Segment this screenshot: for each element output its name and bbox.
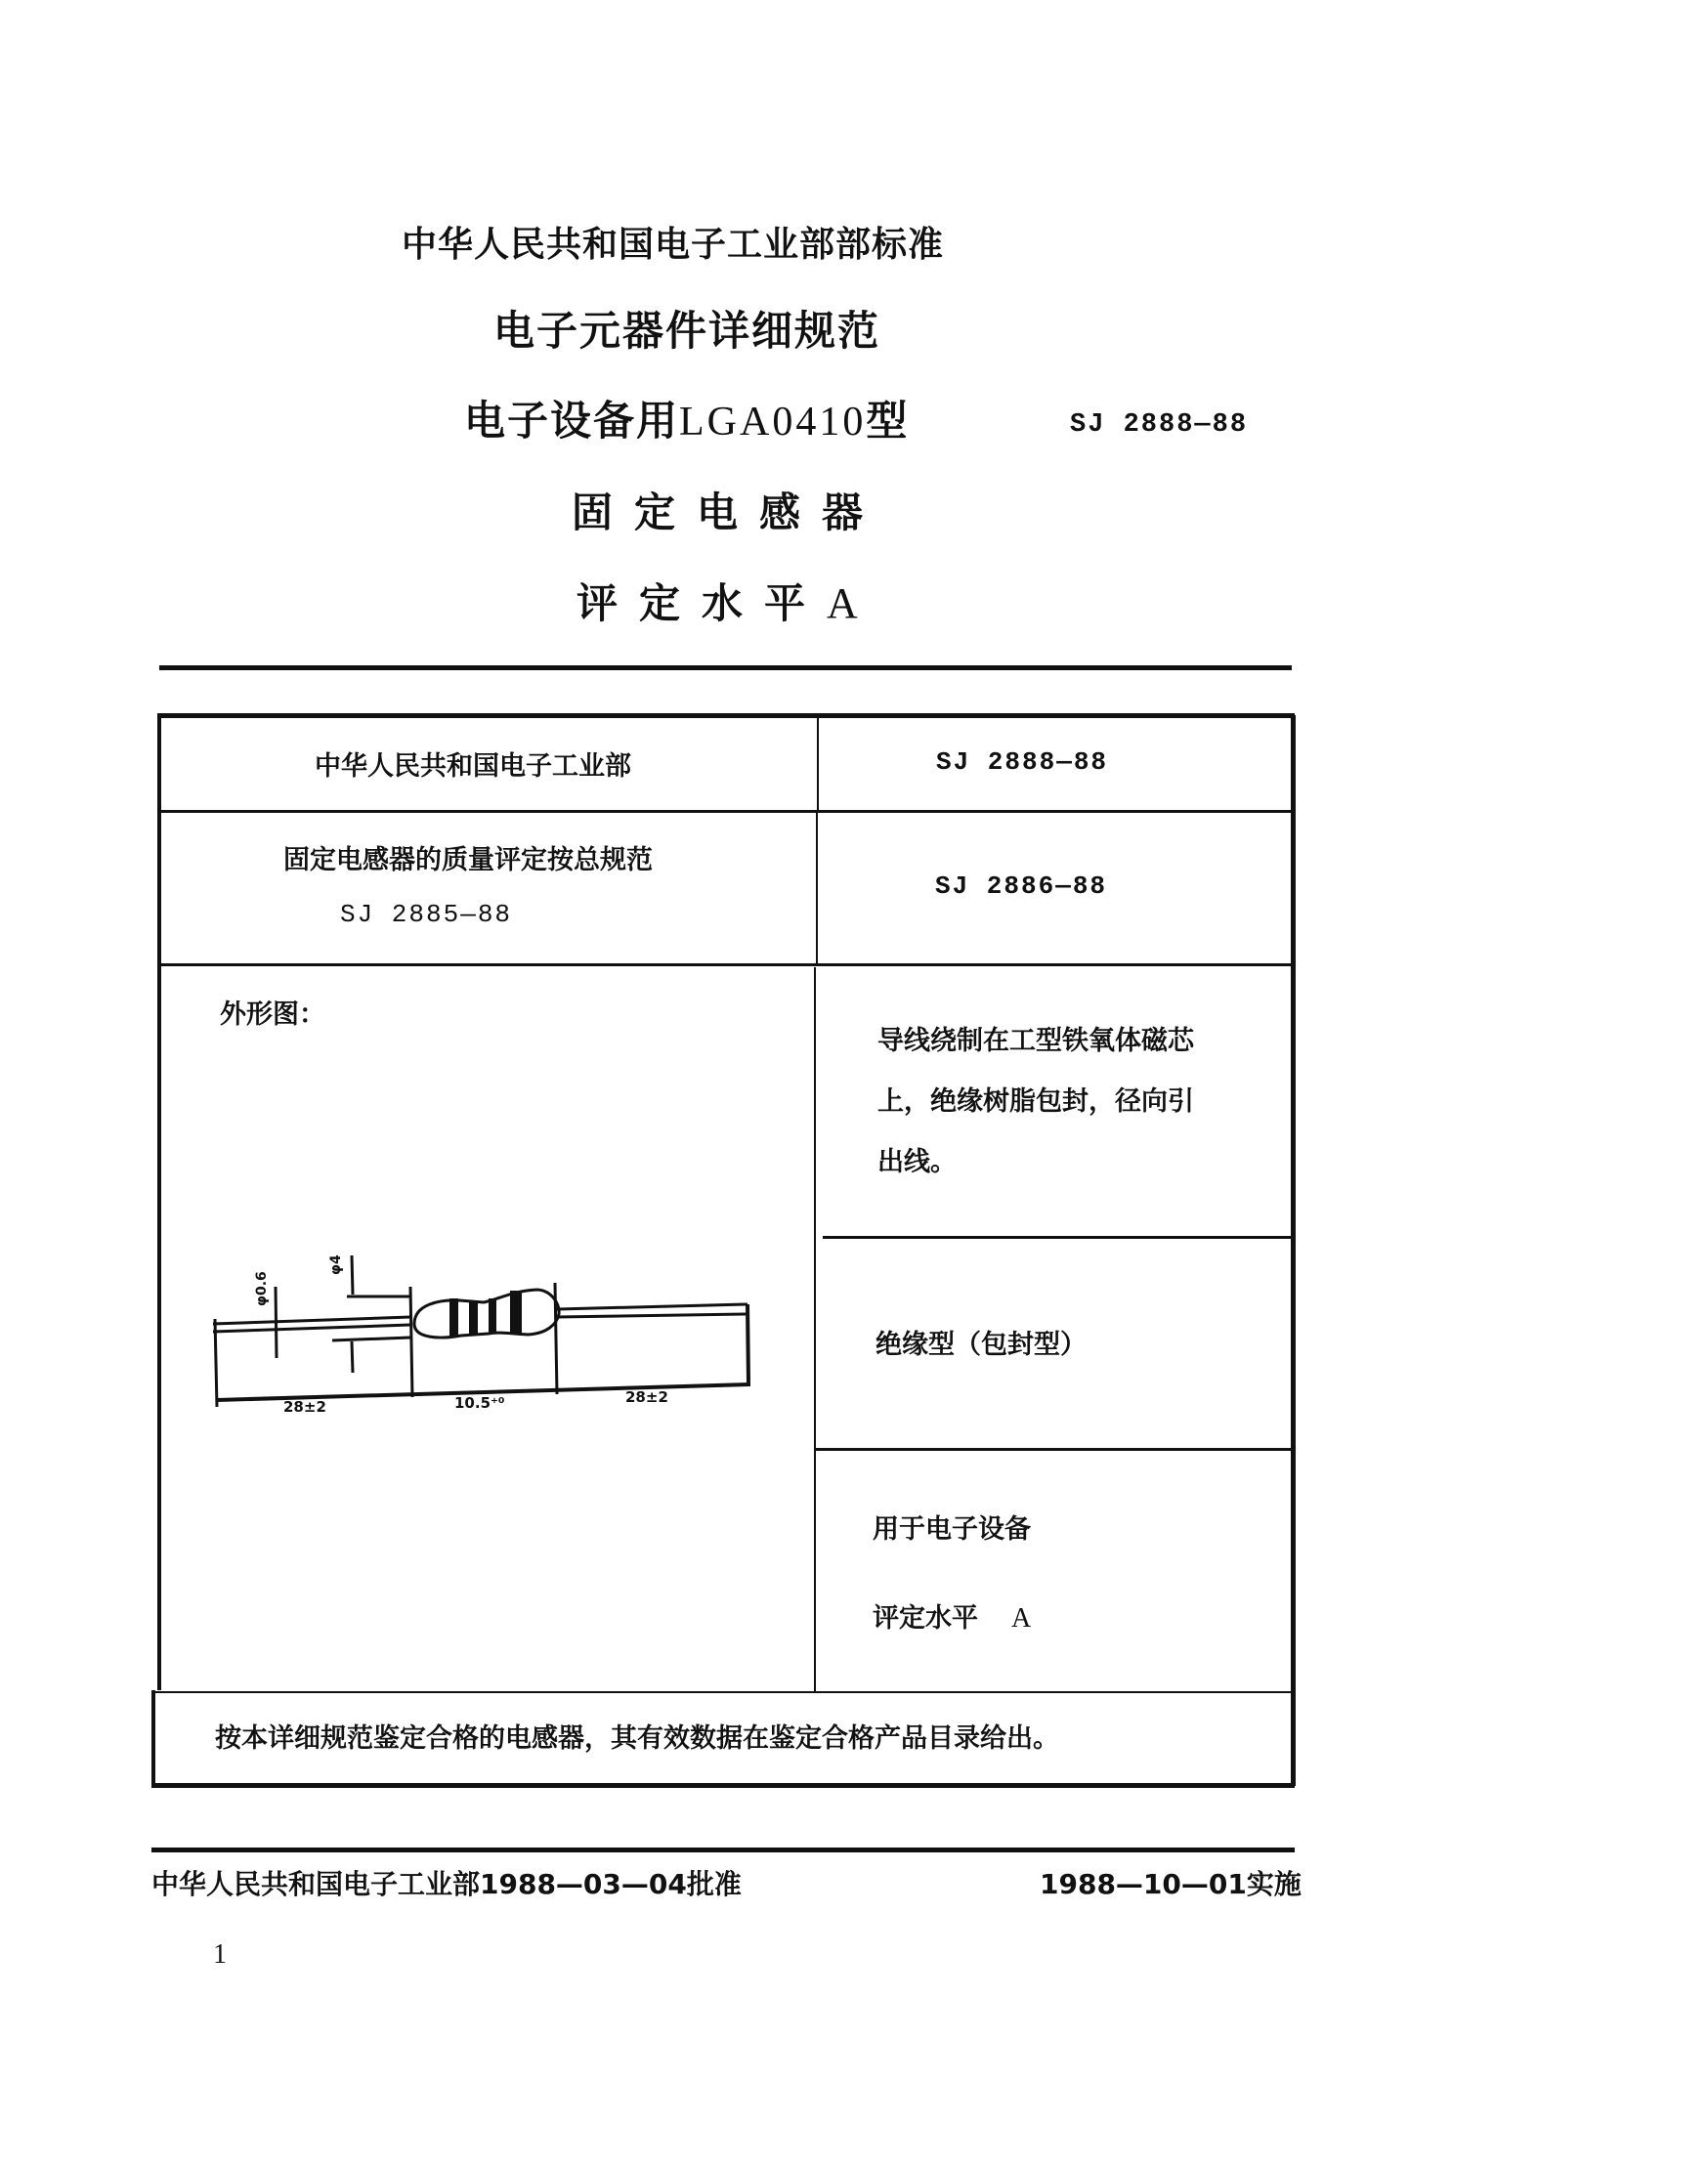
sectional-spec-number: SJ 2886—88 [935,871,1108,901]
inductor-diagram-svg [205,1226,772,1412]
standard-number: SJ 2888—88 [1070,410,1249,440]
generic-spec-number: SJ 2885—88 [340,900,513,929]
assessment-level-statement [873,1596,1031,1635]
product-model: LGA0410 [679,400,867,445]
ministry-name: 中华人民共和国电子工业部 [315,751,631,782]
spec-category-title: 电子元器件详细规范 [493,307,881,355]
detail-spec-number: SJ 2888—88 [936,747,1109,777]
product-title-suffix: 型 [866,397,910,445]
assessment-level-label: 评定水平 [576,579,828,627]
product-title [464,389,909,447]
construction-description-line3: 出线。 [877,1147,957,1177]
construction-description-line1: 导线绕制在工型铁氧体磁芯 [877,1026,1194,1056]
issuing-authority-title: 中华人民共和国电子工业部部标准 [402,225,945,265]
generic-spec-reference: 固定电感器的质量评定按总规范 [283,845,653,875]
body-diameter-label: φ4 [328,1254,344,1275]
inductor-outline-drawing [205,1226,772,1412]
row2-bottom-line [159,963,1293,966]
construction-description-line2: 上，绝缘树脂包封，径向引 [877,1086,1194,1117]
product-title-prefix: 电子设备用 [464,397,680,445]
qualified-products-note: 按本详细规范鉴定合格的电感器，其有效数据在鉴定合格产品目录给出。 [215,1723,1059,1754]
footer-divider [151,1848,1295,1852]
column-divider-row2 [816,813,818,964]
table-right-border [1291,715,1296,1786]
approval-statement: 中华人民共和国电子工业部1988—03—04批准 [151,1868,742,1900]
assessment-level-value: A [827,579,860,627]
insulation-type: 绝缘型（包封型） [875,1330,1087,1360]
assessment-level-title [576,572,860,630]
description-bottom-line [823,1236,1292,1239]
outline-drawing-label: 外形图： [220,999,325,1030]
page-number: 1 [213,1939,227,1970]
table-left-border-lower [151,1690,155,1786]
left-lead-length-label: 28±2 [283,1398,326,1412]
assessment-level-statement-label: 评定水平 [873,1603,978,1634]
lead-diameter-label: φ0.6 [254,1271,270,1306]
product-type-title: 固定电感器 [572,489,885,536]
body-length-label: 10.5⁺⁰ [454,1394,505,1412]
column-divider-row3 [814,967,816,1692]
row1-bottom-line [159,810,1293,813]
application-statement: 用于电子设备 [873,1514,1031,1545]
right-lead-length-label: 28±2 [625,1388,668,1406]
row3-bottom-line [155,1691,1291,1693]
table-left-border-upper [157,713,161,1690]
table-bottom-border [151,1783,1295,1788]
header-divider [159,665,1292,670]
assessment-level-statement-value: A [1011,1603,1032,1634]
effective-date-statement: 1988—10—01实施 [1040,1868,1302,1900]
type-bottom-line [814,1448,1291,1451]
table-top-border [159,713,1295,718]
column-divider-row1 [817,718,819,811]
